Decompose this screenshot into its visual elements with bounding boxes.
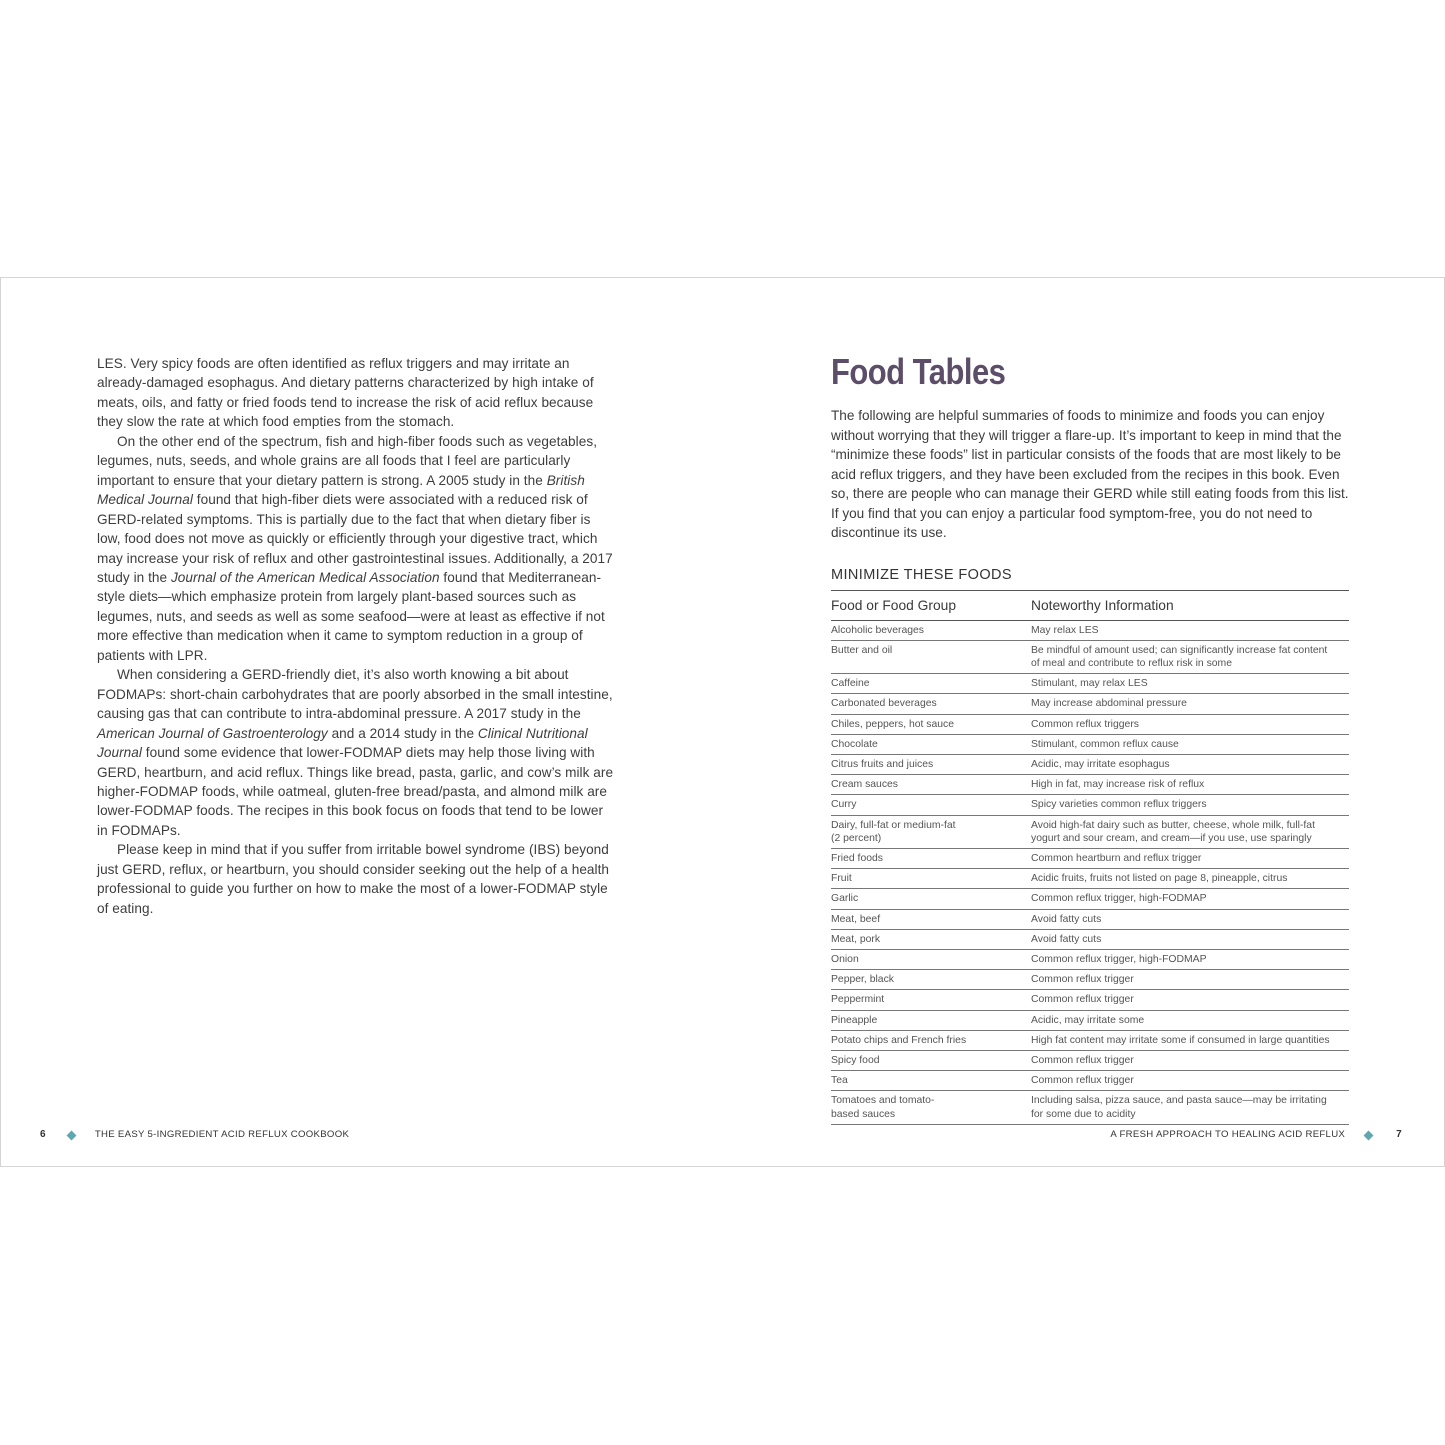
table-row [831,775,1349,795]
food-cell [831,848,1031,868]
food-info: Common reflux trigger, high-FODMAP [1031,893,1207,905]
info-cell [1031,970,1349,990]
info-cell [1031,889,1349,909]
food-name: Caffeine [831,678,870,690]
food-name: Peppermint [831,994,885,1006]
left-page-body [97,354,617,918]
food-name: Chocolate [831,738,878,750]
table-row [831,970,1349,990]
column-header-info: Noteworthy Information [1031,590,1349,620]
table-row [831,909,1349,929]
left-running-title: THE EASY 5-INGREDIENT ACID REFLUX COOKBOOK [94,1129,350,1140]
food-name: Tomatoes and tomato- [831,1095,935,1107]
food-cell [831,1091,1031,1124]
food-info: Common reflux trigger, high-FODMAP [1031,953,1207,965]
body-paragraph [97,354,617,432]
food-cell [831,1030,1031,1050]
food-name: Fried foods [831,852,883,864]
food-name: Curry [831,799,857,811]
table-row [831,714,1349,734]
table-title: MINIMIZE THESE FOODS [831,566,1012,583]
left-page-number: 6 [40,1129,46,1140]
table-row [831,929,1349,949]
book-spread [0,277,1445,1167]
info-cell [1031,1030,1349,1050]
food-name: Butter and oil [831,644,893,656]
info-cell [1031,1010,1349,1030]
food-name: based sauces [831,1108,896,1120]
diamond-icon [1364,1130,1374,1140]
table-row [831,848,1349,868]
paragraph-text: When considering a GERD-friendly diet, it’s also worth knowing a bit about FODMAPs: short-chain carbohydrates that are poorly absorbed in the small intestine, causing gas that can contribute to intra-abdominal pressure. A 2017 study in the [97,667,613,722]
table-row [831,795,1349,815]
food-cell [831,674,1031,694]
food-info: Stimulant, common reflux cause [1031,738,1179,750]
table-row [831,640,1349,673]
food-info: May relax LES [1031,624,1099,636]
food-info: Acidic, may irritate esophagus [1031,758,1170,770]
food-name: Garlic [831,893,859,905]
food-cell [831,869,1031,889]
food-info: Avoid fatty cuts [1031,913,1102,925]
info-cell [1031,990,1349,1010]
food-info: Acidic fruits, fruits not listed on page 8, pineapple, citrus [1031,873,1288,885]
table-row [831,1010,1349,1030]
food-info: Stimulant, may relax LES [1031,678,1148,690]
table-row [831,990,1349,1010]
food-cell [831,970,1031,990]
info-cell [1031,848,1349,868]
food-name: Chiles, peppers, hot sauce [831,718,955,730]
right-running-title: A FRESH APPROACH TO HEALING ACID REFLUX [1110,1129,1346,1140]
info-cell [1031,640,1349,673]
info-cell [1031,1091,1349,1124]
table-row [831,674,1349,694]
info-cell [1031,795,1349,815]
column-header-food: Food or Food Group [831,590,1031,620]
food-name: Spicy food [831,1054,880,1066]
info-cell [1031,869,1349,889]
food-info: Common heartburn and reflux trigger [1031,852,1202,864]
table-row [831,620,1349,640]
food-info: High in fat, may increase risk of reflux [1031,779,1205,791]
food-cell [831,929,1031,949]
table-row [831,1091,1349,1124]
food-cell [831,909,1031,929]
food-cell [831,949,1031,969]
food-cell [831,990,1031,1010]
info-cell [1031,815,1349,848]
paragraph-text: Please keep in mind that if you suffer from irritable bowel syndrome (IBS) beyond just GERD, reflux, or heartburn, you should consider seeking out the help of a health professional to guide you further on how to make the most of a lower-FODMAP style of eating. [97,842,610,916]
food-name: Tea [831,1075,848,1087]
right-page-footer [1110,1129,1402,1141]
food-info: Common reflux trigger [1031,994,1134,1006]
citation-title: British Medical Journal [97,472,585,508]
info-cell [1031,734,1349,754]
food-info: yogurt and sour cream, and cream—if you use, use sparingly [1031,832,1312,844]
citation-title: Journal of the American Medical Association [170,569,440,585]
food-cell [831,775,1031,795]
food-cell [831,734,1031,754]
food-info: Acidic, may irritate some [1031,1014,1145,1026]
food-info: May increase abdominal pressure [1031,698,1187,710]
info-cell [1031,1050,1349,1070]
food-cell [831,795,1031,815]
food-info: of meal and contribute to reflux risk in some [1031,657,1232,669]
food-info: Avoid fatty cuts [1031,933,1102,945]
food-info: Including salsa, pizza sauce, and pasta sauce—may be irritating [1031,1095,1327,1107]
table-row [831,694,1349,714]
info-cell [1031,694,1349,714]
info-cell [1031,1071,1349,1091]
food-info: Spicy varieties common reflux triggers [1031,799,1207,811]
food-name: Meat, pork [831,933,881,945]
paragraph-text: On the other end of the spectrum, fish and high-fiber foods such as vegetables, legumes, nuts, seeds, and whole grains are all foods that I feel are particularly important to ensure that your dietary pattern is strong. A 2005 study in the [97,433,598,488]
food-table-body [831,620,1349,1124]
food-info: Common reflux trigger [1031,974,1134,986]
food-cell [831,694,1031,714]
table-row [831,754,1349,774]
food-name: (2 percent) [831,832,882,844]
table-row [831,734,1349,754]
body-paragraph [97,840,617,918]
info-cell [1031,714,1349,734]
diamond-icon [66,1130,76,1140]
food-name: Cream sauces [831,779,898,791]
food-name: Potato chips and French fries [831,1034,967,1046]
food-info: Common reflux trigger [1031,1054,1134,1066]
food-cell [831,714,1031,734]
food-cell [831,754,1031,774]
food-info: Avoid high-fat dairy such as butter, cheese, whole milk, full-fat [1031,819,1315,831]
intro-paragraph: The following are helpful summaries of foods to minimize and foods you can enjoy without worrying that they will trigger a flare-up. It’s important to keep in mind that the “minimize these foods” list in particular consists of the foods that are most likely to be acid reflux triggers, and they have been excluded from the recipes in this book. Even so, there are people who can manage their GERD while still eating foods from this list. If you find that you can enjoy a particular food symptom-free, you do not need to discontinue its use. [831,408,1349,540]
food-name: Onion [831,953,859,965]
paragraph-text: found that Mediterranean-style diets—which emphasize protein from largely plant-based sources such as legumes, nuts, and seeds as well as some seafood—were at least as effective if not more effective than medication when it came to symptom reduction in a group of patients with LPR. [97,569,605,663]
food-name: Citrus fruits and juices [831,758,934,770]
paragraph-text: found that high-fiber diets were associated with a reduced risk of GERD-related symptoms. This is partially due to the fact that when dietary fiber is low, food does not move as quickly or efficiently through your digestive tract, which may increase your risk of reflux and other gastrointestinal issues. Additionally, a 2017 study in the [97,492,613,585]
paragraph-text: LES. Very spicy foods are often identified as reflux triggers and may irritate an already-damaged esophagus. And dietary patterns characterized by high intake of meats, oils, and fatty or fried foods tend to increase the risk of acid reflux because they slow the rate at which food empties from the stomach. [97,356,594,430]
right-page-number: 7 [1396,1129,1402,1140]
citation-title: American Journal of Gastroenterology [97,725,328,741]
table-row [831,949,1349,969]
table-row [831,1071,1349,1091]
right-page-body [831,348,1351,1125]
food-cell [831,1050,1031,1070]
food-name: Meat, beef [831,913,881,925]
food-name: Pineapple [831,1014,878,1026]
food-cell [831,1010,1031,1030]
food-info: Common reflux triggers [1031,718,1139,730]
info-cell [1031,775,1349,795]
info-cell [1031,909,1349,929]
food-cell [831,640,1031,673]
table-row [831,889,1349,909]
info-cell [1031,949,1349,969]
info-cell [1031,674,1349,694]
left-page-footer [40,1129,349,1141]
food-name: Dairy, full-fat or medium-fat [831,819,956,831]
food-cell [831,620,1031,640]
info-cell [1031,620,1349,640]
section-heading: Food Tables [831,351,1006,392]
info-cell [1031,754,1349,774]
food-info: High fat content may irritate some if consumed in large quantities [1031,1034,1330,1046]
food-name: Pepper, black [831,974,894,986]
food-cell [831,1071,1031,1091]
food-info: Be mindful of amount used; can significantly increase fat content [1031,644,1328,656]
paragraph-text: found some evidence that lower-FODMAP diets may help those living with GERD, heartburn, and acid reflux. Things like bread, pasta, garlic, and cow’s milk are higher-FODMAP foods, while oatmeal, gluten-free bread/pasta, and almond milk are lower-FODMAP foods. The recipes in this book focus on foods that tend to be lower in FODMAPs. [97,745,614,838]
info-cell [1031,929,1349,949]
table-header-row [831,590,1349,620]
food-name: Fruit [831,873,852,885]
body-paragraph [97,432,617,665]
food-info: for some due to acidity [1031,1108,1136,1120]
food-name: Carbonated beverages [831,698,937,710]
paragraph-text: and a 2014 study in the [327,725,478,741]
body-paragraph [97,665,617,840]
food-cell [831,889,1031,909]
table-row [831,1030,1349,1050]
food-name: Alcoholic beverages [831,624,924,636]
food-cell [831,815,1031,848]
food-table [831,590,1349,1125]
food-info: Common reflux trigger [1031,1075,1134,1087]
table-row [831,1050,1349,1070]
table-row [831,815,1349,848]
citation-title: Clinical Nutritional Journal [97,725,588,761]
table-row [831,869,1349,889]
